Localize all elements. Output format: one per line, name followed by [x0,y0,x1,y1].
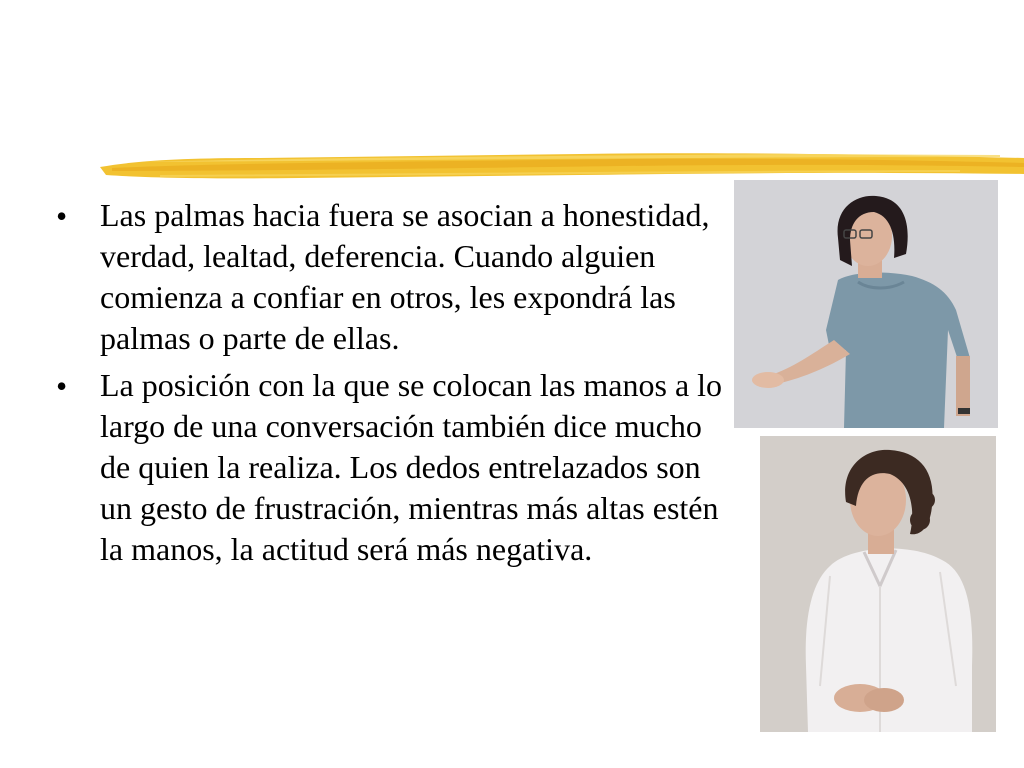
list-item [56,195,728,359]
list-item [56,365,728,570]
bullet-text: Las palmas hacia fuera se asocian a honestidad, verdad, lealtad, deferencia. Cuando alguien comienza a confiar en otros, les expondrá las palmas o parte de ellas. [100,197,710,356]
woman-gesturing-palm-photo [734,180,998,428]
bullet-marker: • [56,368,68,404]
bullet-marker: • [56,198,68,234]
woman-clasped-hands-photo [760,436,996,732]
bullet-list [56,195,728,576]
bullet-text: La posición con la que se colocan las manos a lo largo de una conversación también dice mucho de quien la realiza. Los dedos entrelazados son un gesto de frustración, mientras más altas estén la manos, la actitud será más negativa. [100,367,723,567]
